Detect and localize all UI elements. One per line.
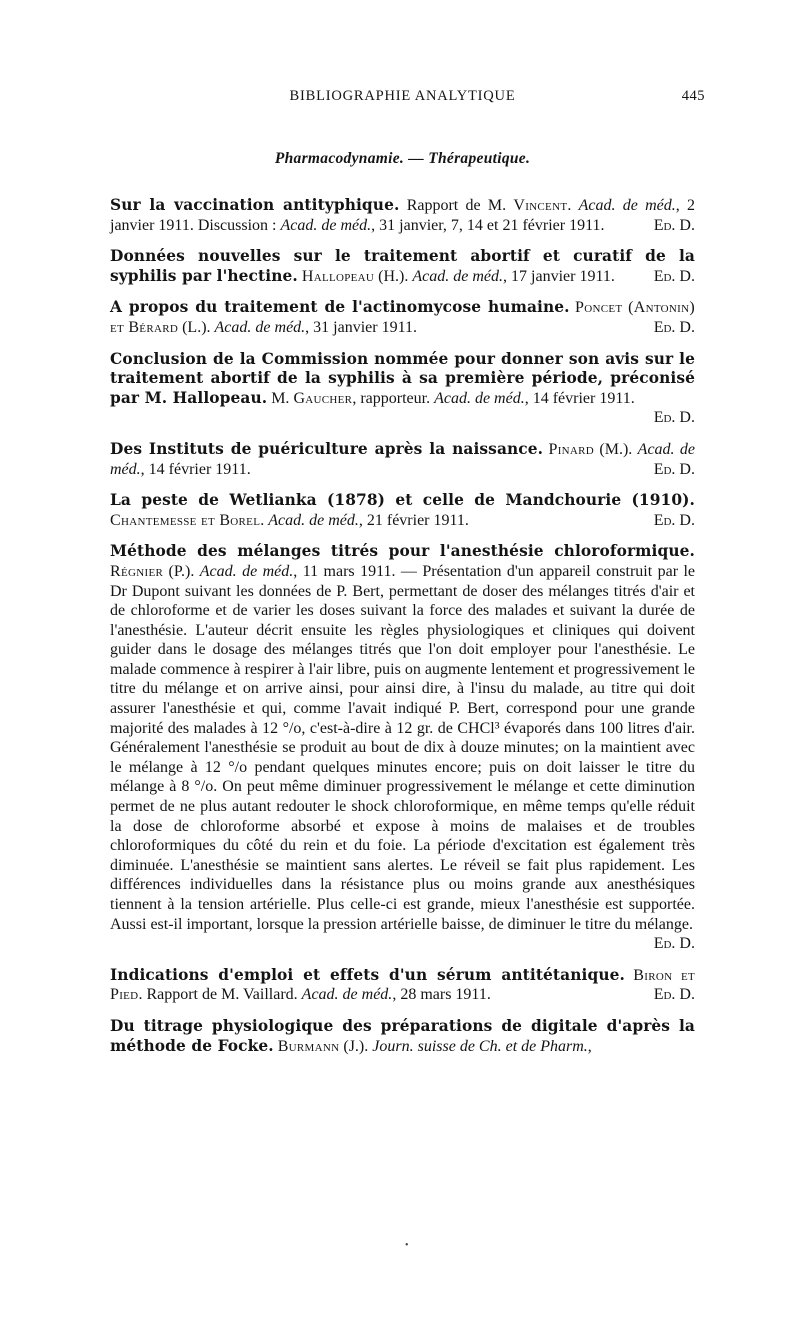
entry-signature: Ed. D. xyxy=(653,935,695,953)
running-head xyxy=(110,88,705,114)
entry-author: Régnier xyxy=(110,562,164,580)
entry-title: Des Instituts de puériculture après la naissance. xyxy=(110,439,544,458)
bibliography-entry xyxy=(110,1017,695,1056)
entry-author: Gaucher xyxy=(293,389,353,407)
entry-author: Burmann xyxy=(277,1037,340,1055)
entry-text: , 21 février 1911. xyxy=(358,511,469,529)
footer-mark: • xyxy=(405,1240,409,1251)
bibliography-entries xyxy=(110,196,695,1056)
entry-title: Méthode des mélanges titrés pour l'anesthésie chloroformique. xyxy=(110,542,695,561)
bibliography-entry xyxy=(110,542,695,953)
entry-journal: Acad. de méd. xyxy=(578,197,676,214)
entry-text: , 17 janvier 1911. xyxy=(503,267,615,285)
entry-journal: Acad. de méd. xyxy=(412,267,504,285)
entry-author: Vincent xyxy=(513,197,568,214)
entry-author: Biron et Pied xyxy=(110,966,696,1004)
entry-journal: Acad. de méd. xyxy=(301,986,393,1004)
entry-journal: Acad. de méd. xyxy=(110,440,696,478)
entry-journal: Acad. de méd. xyxy=(434,389,525,407)
entry-text: . Rapport de M. Vaillard. xyxy=(138,986,302,1004)
entry-journal: Acad. de méd. xyxy=(268,511,359,529)
entry-text: , 31 janvier, 7, 14 et 21 février 1911. xyxy=(371,216,605,234)
entry-signature: Ed. D. xyxy=(653,216,695,234)
entry-author: Poncet (Antonin) et Bérard xyxy=(110,299,695,336)
entry-title: Indications d'emploi et effets d'un sérum antitétanique. xyxy=(110,965,625,984)
entry-text: M. xyxy=(267,389,294,407)
entry-title: Du titrage physiologique des préparations de digitale d'après la méthode de Focke. xyxy=(110,1016,695,1055)
bibliography-entry xyxy=(110,196,695,235)
bibliography-entry xyxy=(110,298,695,337)
entry-text: , rapporteur. xyxy=(352,389,435,407)
entry-text: , 14 février 1911. xyxy=(524,389,635,407)
page-number: 445 xyxy=(681,88,705,104)
entry-text: . xyxy=(260,511,269,529)
entry-text: Rapport de M. xyxy=(399,197,514,214)
page xyxy=(110,88,705,1068)
entry-journal: Journ. suisse de Ch. et de Pharm. xyxy=(372,1037,588,1055)
entry-journal: Acad. de méd. xyxy=(214,318,306,336)
entry-text: , 31 janvier 1911. xyxy=(305,318,417,336)
bibliography-entry xyxy=(110,247,695,286)
entry-text: (L.). xyxy=(178,318,215,336)
entry-author: Pinard xyxy=(548,440,595,458)
bibliography-entry xyxy=(110,350,695,428)
entry-signature: Ed. D. xyxy=(653,409,695,427)
entry-signature: Ed. D. xyxy=(653,511,695,529)
entry-title: La peste de Wetlianka (1878) et celle de Mandchourie (1910). xyxy=(110,491,695,510)
entry-title: Sur la vaccination antityphique. xyxy=(110,196,400,214)
entry-signature: Ed. D. xyxy=(653,318,695,336)
entry-author: Chantemesse et Borel xyxy=(110,511,261,529)
bibliography-entry xyxy=(110,966,695,1005)
entry-title: A propos du traitement de l'actinomycose humaine. xyxy=(110,298,570,317)
entry-text: , 28 mars 1911. xyxy=(392,986,491,1004)
entry-author: Hallopeau xyxy=(301,267,375,285)
entry-title: Conclusion de la Commission nommée pour donner son avis sur le traitement abortif de la syphilis à sa première période, préconisé par M. Hallopeau. xyxy=(110,349,695,407)
entry-text: (P.). xyxy=(163,562,200,580)
entry-signature: Ed. D. xyxy=(653,460,695,478)
entry-text: , xyxy=(587,1037,592,1055)
entry-text: . xyxy=(567,197,579,214)
entry-text: (J.). xyxy=(339,1037,373,1055)
entry-signature: Ed. D. xyxy=(653,986,695,1004)
entry-journal: Acad. de méd. xyxy=(199,562,294,580)
entry-text: (H.). xyxy=(374,267,413,285)
bibliography-entry xyxy=(110,491,695,530)
entry-signature: Ed. D. xyxy=(653,267,695,285)
entry-title: Données nouvelles sur le traitement abortif et curatif de la syphilis par l'hectine. xyxy=(110,247,695,285)
entry-text: , 2 janvier 1911. Discussion : xyxy=(110,197,696,234)
entry-journal: Acad. de méd. xyxy=(280,216,372,234)
section-title: Pharmacodynamie. — Thérapeutique. xyxy=(274,150,531,167)
bibliography-entry xyxy=(110,440,695,479)
entry-text: (M.). xyxy=(594,440,638,458)
entry-text: , 11 mars 1911. — Présentation d'un appareil construit par le Dr Dupont suivant les données de P. Bert, permettant de doser des mélanges titrés d'air et de chloroforme et de varier les doses suivant la force des malades et suivant la durée de l'anesthésie. L'auteur décrit ensuite les règles physiologiques et cliniques qui doivent guider dans le dosage des mélanges titrés que l'on doit employer pour l'anesthésie. Le malade commence à respirer à l'air libre, puis on augmente lentement et progressivement le titre du mélange et on arrive ainsi, pour ainsi dire, à l'insu du malade, au titre qui doit assurer l'anesthésie et qui, comme l'avait indiqué P. Bert, correspond pour une grande majorité des malades à 12 °/o, c'est-à-dire à 12 gr. de CHCl³ évaporés dans 100 litres d'air. Généralement l'anesthésie se produit au bout de dix à douze minutes; on la maintient avec le mélange à 12 °/o pendant quelques minutes encore; puis on doit laisser le titre du mélange à 8 °/o. On peut même diminuer progressivement le mélange et cette diminution permet de ne plus autant redouter le shock chloroformique, en même temps qu'elle réduit la dose de chloroforme absorbé et expose à moins de malaises et de troubles chloroformiques du côté du rein et du foie. La période d'excitation est également très diminuée. L'anesthésie se maintient sans alertes. Le réveil se fait plus rapidement. Les différences individuelles dans la résistance plus ou moins grande aux anesthésiques tiennent à la tension artérielle. Plus celle-ci est grande, mieux l'anesthésie est supportée. Aussi est-il important, lorsque la pression artérielle baisse, de diminuer le titre du mélange. xyxy=(110,562,696,933)
running-title: BIBLIOGRAPHIE ANALYTIQUE xyxy=(289,88,516,104)
entry-text: , 14 février 1911. xyxy=(140,460,251,478)
